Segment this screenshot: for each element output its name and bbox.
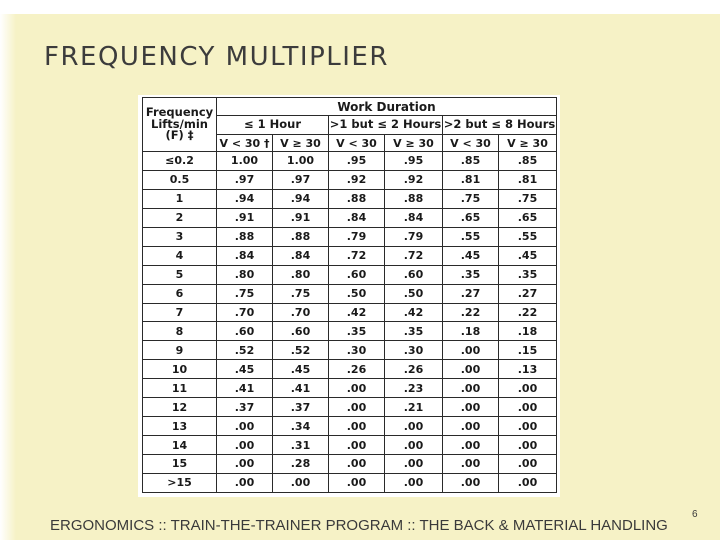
frequency-header-line-2: Lifts/min [151,116,208,131]
table-row [143,473,557,492]
vertical-location-header: V ≥ 30 [499,135,557,152]
multiplier-cell: .97 [217,170,273,189]
multiplier-cell: .26 [329,360,385,379]
multiplier-cell: .00 [499,473,557,492]
multiplier-cell: .80 [273,265,329,284]
frequency-cell: 3 [143,227,217,246]
multiplier-cell: .60 [329,265,385,284]
multiplier-cell: .60 [273,322,329,341]
multiplier-cell: .72 [329,246,385,265]
multiplier-cell: .72 [385,246,443,265]
multiplier-cell: .35 [329,322,385,341]
multiplier-cell: .85 [499,152,557,171]
frequency-multiplier-table [142,97,557,493]
frequency-cell: 13 [143,417,217,436]
multiplier-cell: .41 [217,379,273,398]
multiplier-cell: .75 [217,284,273,303]
multiplier-cell: .35 [499,265,557,284]
table-row [143,246,557,265]
table-row [143,284,557,303]
vertical-location-header: V ≥ 30 [385,135,443,152]
table-row [143,322,557,341]
multiplier-cell: .00 [443,379,499,398]
multiplier-cell: .00 [217,417,273,436]
multiplier-cell: .42 [329,303,385,322]
multiplier-cell: .81 [443,170,499,189]
multiplier-cell: .95 [385,152,443,171]
multiplier-cell: .70 [273,303,329,322]
multiplier-cell: .00 [499,417,557,436]
table-row [143,417,557,436]
multiplier-cell: .23 [385,379,443,398]
frequency-cell: ≤0.2 [143,152,217,171]
multiplier-cell: .00 [499,436,557,455]
multiplier-cell: .15 [499,341,557,360]
multiplier-cell: .45 [217,360,273,379]
vertical-location-header: V < 30 [329,135,385,152]
multiplier-cell: .35 [443,265,499,284]
frequency-cell: 11 [143,379,217,398]
multiplier-cell: .00 [443,436,499,455]
multiplier-cell: .27 [443,284,499,303]
multiplier-cell: .00 [499,379,557,398]
multiplier-cell: .00 [329,398,385,417]
multiplier-cell: .00 [385,455,443,474]
multiplier-cell: .91 [217,208,273,227]
table-row [143,341,557,360]
multiplier-cell: .00 [217,436,273,455]
multiplier-cell: .60 [385,265,443,284]
multiplier-cell: .37 [217,398,273,417]
frequency-multiplier-table-image [138,95,560,497]
multiplier-cell: .88 [217,227,273,246]
frequency-cell: 5 [143,265,217,284]
multiplier-cell: .00 [329,379,385,398]
slide-title: FREQUENCY MULTIPLIER [44,42,389,72]
duration-group-header: >1 but ≤ 2 Hours [329,116,443,135]
multiplier-cell: .18 [443,322,499,341]
multiplier-cell: .79 [329,227,385,246]
duration-group-header: ≤ 1 Hour [217,116,329,135]
table-row [143,303,557,322]
multiplier-cell: .00 [443,360,499,379]
multiplier-cell: .45 [499,246,557,265]
multiplier-cell: .45 [443,246,499,265]
multiplier-cell: .00 [443,398,499,417]
multiplier-cell: .00 [385,417,443,436]
multiplier-cell: .85 [443,152,499,171]
multiplier-cell: .70 [217,303,273,322]
multiplier-cell: .00 [443,473,499,492]
multiplier-cell: .88 [329,189,385,208]
multiplier-cell: .88 [385,189,443,208]
frequency-column-header [143,98,217,152]
multiplier-cell: .55 [443,227,499,246]
table-row [143,379,557,398]
multiplier-cell: 1.00 [217,152,273,171]
table-row [143,227,557,246]
multiplier-cell: .21 [385,398,443,417]
table-row [143,189,557,208]
multiplier-cell: .52 [273,341,329,360]
multiplier-cell: .00 [329,473,385,492]
frequency-cell: 14 [143,436,217,455]
multiplier-cell: .00 [443,455,499,474]
multiplier-cell: .00 [385,436,443,455]
multiplier-cell: .97 [273,170,329,189]
table-row [143,436,557,455]
multiplier-cell: .50 [385,284,443,303]
multiplier-cell: .00 [273,473,329,492]
multiplier-cell: .65 [499,208,557,227]
multiplier-cell: .41 [273,379,329,398]
multiplier-cell: .26 [385,360,443,379]
multiplier-cell: .45 [273,360,329,379]
page-number: 6 [692,509,698,520]
multiplier-cell: .31 [273,436,329,455]
multiplier-cell: .60 [217,322,273,341]
frequency-cell: 6 [143,284,217,303]
multiplier-cell: .75 [443,189,499,208]
multiplier-cell: .37 [273,398,329,417]
multiplier-cell: .30 [385,341,443,360]
multiplier-cell: .00 [329,417,385,436]
multiplier-cell: .00 [499,455,557,474]
frequency-cell: 4 [143,246,217,265]
vertical-location-header: V ≥ 30 [273,135,329,152]
multiplier-cell: .00 [217,473,273,492]
multiplier-cell: .65 [443,208,499,227]
multiplier-cell: .50 [329,284,385,303]
multiplier-cell: .00 [443,417,499,436]
multiplier-cell: .22 [499,303,557,322]
multiplier-cell: .00 [443,341,499,360]
multiplier-cell: .84 [217,246,273,265]
multiplier-cell: .30 [329,341,385,360]
table-row [143,170,557,189]
multiplier-cell: .00 [499,398,557,417]
multiplier-cell: .00 [217,455,273,474]
frequency-cell: 12 [143,398,217,417]
multiplier-cell: .00 [329,455,385,474]
table-row [143,398,557,417]
multiplier-cell: .91 [273,208,329,227]
table-row [143,455,557,474]
frequency-cell: 0.5 [143,170,217,189]
multiplier-cell: .52 [217,341,273,360]
frequency-header-line-1: Frequency [145,105,214,120]
multiplier-cell: .84 [385,208,443,227]
slide-edge-gradient [0,14,16,540]
slide-footer: ERGONOMICS :: TRAIN-THE-TRAINER PROGRAM :: THE BACK & MATERIAL HANDLING [50,517,668,534]
multiplier-cell: .80 [217,265,273,284]
multiplier-cell: .95 [329,152,385,171]
frequency-cell: 10 [143,360,217,379]
vertical-location-header: V < 30 † [217,135,273,152]
multiplier-cell: .92 [329,170,385,189]
multiplier-cell: .00 [385,473,443,492]
table-row [143,265,557,284]
multiplier-cell: .34 [273,417,329,436]
multiplier-cell: .94 [217,189,273,208]
duration-group-header: >2 but ≤ 8 Hours [443,116,557,135]
multiplier-cell: .22 [443,303,499,322]
multiplier-cell: .88 [273,227,329,246]
multiplier-cell: .42 [385,303,443,322]
multiplier-cell: .75 [273,284,329,303]
frequency-header-line-3: (F) ‡ [165,128,194,143]
vertical-location-header: V < 30 [443,135,499,152]
multiplier-cell: .79 [385,227,443,246]
multiplier-cell: .55 [499,227,557,246]
multiplier-cell: .00 [329,436,385,455]
multiplier-cell: .35 [385,322,443,341]
frequency-cell: 1 [143,189,217,208]
frequency-cell: 15 [143,455,217,474]
multiplier-cell: .75 [499,189,557,208]
multiplier-cell: .27 [499,284,557,303]
multiplier-cell: .28 [273,455,329,474]
table-row [143,208,557,227]
multiplier-cell: .13 [499,360,557,379]
table-row [143,360,557,379]
multiplier-cell: 1.00 [273,152,329,171]
multiplier-cell: .84 [273,246,329,265]
frequency-cell: >15 [143,473,217,492]
multiplier-cell: .81 [499,170,557,189]
multiplier-cell: .18 [499,322,557,341]
frequency-cell: 9 [143,341,217,360]
frequency-cell: 2 [143,208,217,227]
work-duration-header: Work Duration [217,98,557,116]
multiplier-cell: .92 [385,170,443,189]
multiplier-cell: .84 [329,208,385,227]
multiplier-cell: .94 [273,189,329,208]
table-row [143,152,557,171]
frequency-cell: 8 [143,322,217,341]
frequency-cell: 7 [143,303,217,322]
